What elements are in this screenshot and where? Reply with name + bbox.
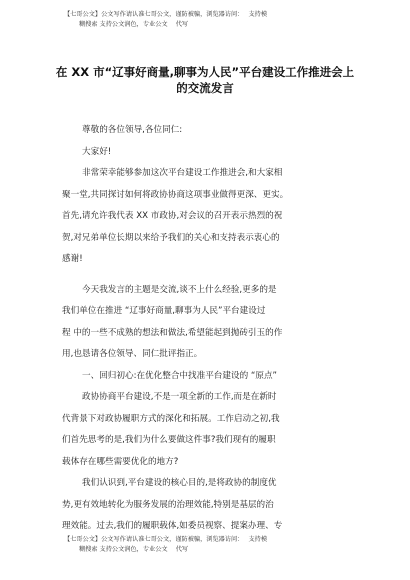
- paragraph-2-line: 用,也恳请各位领导、同仁批评指正。: [62, 349, 203, 359]
- paragraph-2-line: 程 中的一些不成熟的想法和做法,希望能起到抛砖引玉的作: [62, 327, 283, 338]
- section-heading-1: 一、回归初心:在优化整合中找准平台建设的 “原点”: [82, 370, 278, 381]
- paragraph-1-line: 聚一堂,共同探讨如何将政协协商这项事业做得更深、更实。: [62, 189, 289, 200]
- page-header: [64, 10, 364, 30]
- greeting-salutation: 尊敬的各位领导,各位同仁:: [82, 125, 183, 135]
- paragraph-3: [62, 387, 358, 473]
- paragraph-1-line: 贺,对兄弟单位长期以来给予我们的关心和支持表示衷心的: [62, 232, 280, 243]
- paragraph-2-line: 今天我发言的主题是交流,谈不上什么经验,更多的是: [82, 284, 277, 295]
- header-line-1: 【七哥公文】公文写作请认准七哥公文，谨防被骗，浏览器访问： 支持模: [64, 11, 268, 18]
- paragraph-4: [62, 473, 358, 538]
- paragraph-2-line: 我们单位在推进 “辽事好商量,聊事为人民”平台建设过: [62, 306, 266, 316]
- paragraph-3-line: 们首先思考的是,我们为什么要做这件事?我们现有的履职: [62, 435, 276, 445]
- paragraph-3-line: 载体存在哪些需要优化的地方?: [62, 456, 179, 467]
- paragraph-4-line: 势,更有效地转化为服务发展的治理效能,特别是基层的治: [62, 499, 274, 510]
- title-line-2: 的交流发言: [176, 81, 234, 95]
- footer-line-2: 糊搜索 支持公文润色，专业公文 代写: [79, 546, 189, 553]
- paragraph-1-line: 首先,请允许我代表 XX 市政协,对会议的召开表示热烈的祝: [62, 211, 283, 221]
- page-footer: [64, 535, 364, 555]
- paragraph-3-line: 政协协商平台建设,不是一项全新的工作,而是在新时: [82, 392, 277, 402]
- paragraph-4-line: 我们认识到,平台建设的核心目的,是将政协的制度优: [82, 478, 277, 488]
- title-line-1: 在 XX 市“辽事好商量,聊事为人民”平台建设工作推进会上: [55, 65, 355, 79]
- paragraph-3-line: 代背景下对政协履职方式的深化和拓展。工作启动之初,我: [62, 413, 280, 424]
- paragraph-1: [62, 163, 358, 271]
- paragraph-1-line: 感谢!: [62, 254, 83, 264]
- document-title: [40, 64, 370, 96]
- greeting-hello: 大家好!: [82, 146, 112, 157]
- paragraph-2: [62, 280, 358, 366]
- paragraph-1-line: 非常荣幸能够参加这次平台建设工作推进会,和大家相: [82, 168, 283, 178]
- paragraph-gap: [62, 271, 358, 280]
- paragraph-4-line: 理效能。过去,我们的履职载体,如委员视察、提案办理、专: [62, 521, 283, 531]
- document-body: [62, 120, 358, 538]
- footer-line-1: 【七哥公文】公文写作请认准七哥公文，谨防被骗，浏览器访问： 支持模: [64, 536, 268, 543]
- header-line-2: 糊搜索 支持公文润色，专业公文 代写: [79, 21, 189, 28]
